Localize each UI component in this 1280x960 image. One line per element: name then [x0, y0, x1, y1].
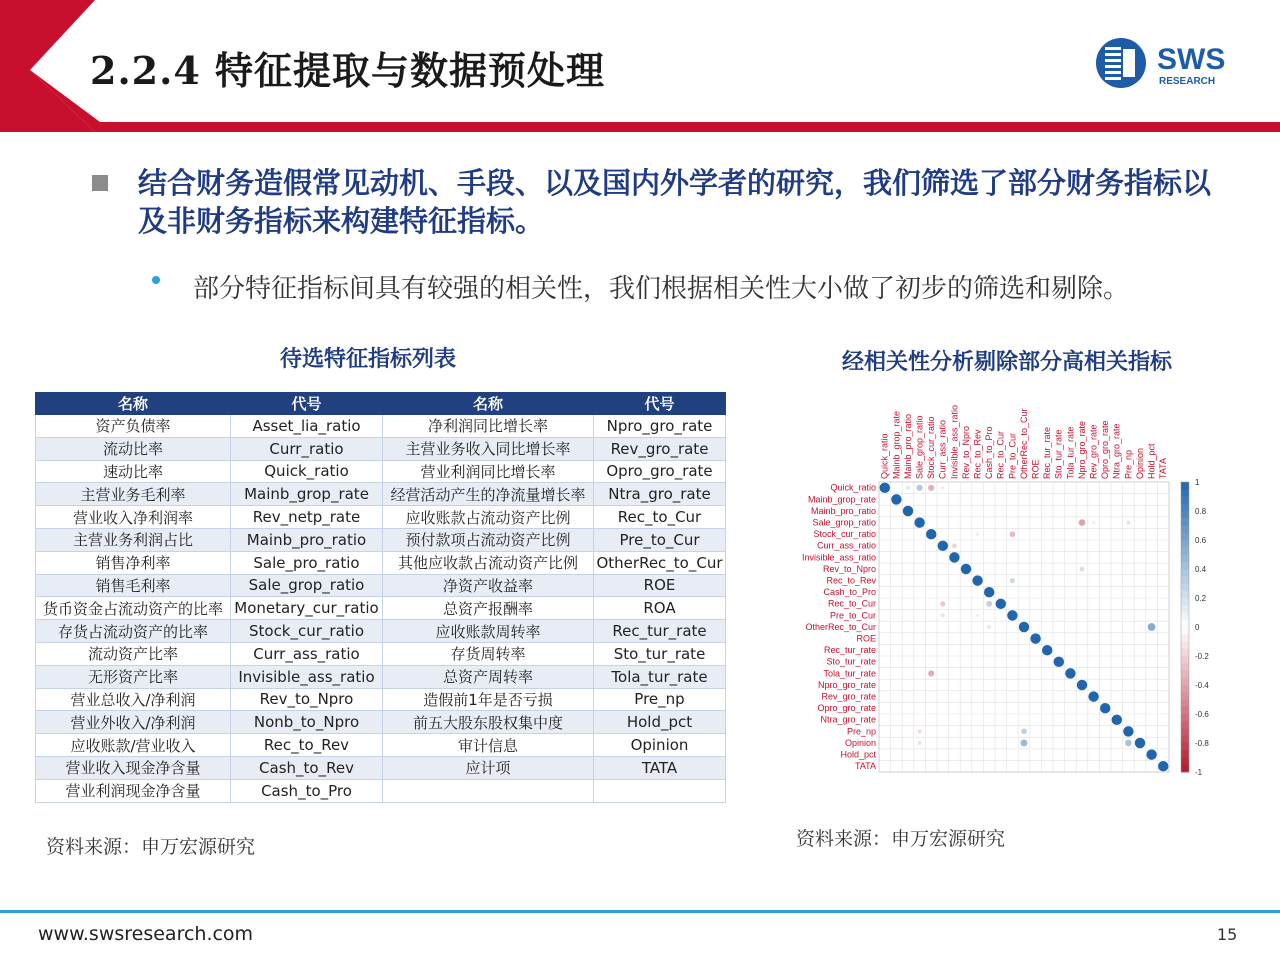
colorbar-segment	[1181, 576, 1189, 584]
column-label: Rev_gro_rate	[1088, 424, 1099, 479]
feature-table	[35, 392, 726, 803]
correlation-point	[1021, 729, 1027, 735]
row-label: Opro_gro_rate	[817, 703, 876, 714]
slide-title: 2.2.4 特征提取与数据预处理	[90, 48, 606, 93]
colorbar-segment	[1181, 598, 1189, 606]
diagonal-point	[1077, 680, 1087, 690]
chart-title: 经相关性分析剔除部分高相关指标	[842, 350, 1173, 375]
diagonal-point	[914, 517, 924, 527]
table-cell: Tola_tur_rate	[594, 665, 726, 688]
table-cell: TATA	[594, 756, 726, 779]
row-label: Pre_np	[846, 726, 876, 737]
diagonal-point	[880, 483, 890, 493]
table-cell: 销售毛利率	[36, 574, 231, 597]
column-label: Rec_tur_rate	[1042, 426, 1053, 479]
correlation-point	[1080, 567, 1085, 572]
colorbar-segment	[1181, 526, 1189, 534]
colorbar-tick-label: 1	[1195, 478, 1200, 487]
row-label: Mainb_grop_rate	[807, 494, 876, 505]
table-row	[36, 642, 726, 665]
table-cell: 营业收入净利润率	[36, 506, 231, 529]
row-label: Mainb_pro_ratio	[810, 505, 876, 516]
table-cell: 营业利润同比增长率	[383, 460, 594, 483]
table-header-cell: 名称	[36, 393, 231, 415]
correlation-point	[906, 486, 910, 490]
colorbar-tick-label: -0.8	[1195, 739, 1209, 748]
correlation-point	[986, 601, 992, 607]
table-cell: Ntra_gro_rate	[594, 483, 726, 506]
table-cell: 应计项	[383, 756, 594, 779]
column-label: Pre_to_Cur	[1007, 432, 1018, 479]
row-label: TATA	[855, 761, 876, 772]
diagonal-point	[1054, 657, 1064, 667]
colorbar-segment	[1181, 721, 1189, 729]
table-cell: 流动比率	[36, 437, 231, 460]
colorbar-segment	[1181, 504, 1189, 512]
table-cell: 销售净利率	[36, 551, 231, 574]
column-label: Mainb_pro_ratio	[902, 413, 913, 479]
table-row	[36, 574, 726, 597]
bullet-dot-icon	[152, 276, 160, 284]
column-label: Mainb_grop_rate	[891, 410, 902, 479]
table-cell: 资产负债率	[36, 415, 231, 438]
correlation-point	[987, 625, 991, 629]
colorbar-segment	[1181, 562, 1189, 570]
row-label: Cash_to_Pro	[823, 587, 876, 598]
table-cell: 经营活动产生的净流量增长率	[383, 483, 594, 506]
table-cell: Pre_to_Cur	[594, 528, 726, 551]
colorbar-segment	[1181, 765, 1189, 773]
table-header-row	[36, 393, 726, 415]
diagonal-point	[984, 587, 994, 597]
table-cell: Opinion	[594, 734, 726, 757]
colorbar-segment	[1181, 642, 1189, 650]
row-label: Npro_gro_rate	[817, 679, 876, 690]
diagonal-point	[903, 506, 913, 516]
table-cell: 营业收入现金净含量	[36, 756, 231, 779]
column-label: Tola_tur_rate	[1065, 426, 1076, 479]
correlation-point	[1125, 740, 1132, 747]
row-label: OtherRec_to_Cur	[805, 621, 876, 632]
diagonal-point	[1123, 726, 1133, 736]
table-header-cell: 名称	[383, 393, 594, 415]
colorbar-segment	[1181, 634, 1189, 642]
row-label: Sto_tur_rate	[826, 656, 876, 667]
diagonal-point	[926, 529, 936, 539]
table-cell: 无形资产比率	[36, 665, 231, 688]
diagonal-point	[949, 552, 959, 562]
correlation-point	[918, 729, 922, 733]
table-cell: 营业利润现金净含量	[36, 779, 231, 802]
table-cell: Rev_gro_rate	[594, 437, 726, 460]
table-cell: Mainb_pro_ratio	[231, 528, 383, 551]
colorbar-tick-label: -0.4	[1195, 681, 1209, 690]
row-label: Rec_to_Rev	[826, 575, 876, 586]
table-cell: Asset_lia_ratio	[231, 415, 383, 438]
row-label: Rev_to_Npro	[822, 563, 876, 574]
colorbar-segment	[1181, 547, 1189, 555]
correlation-point	[928, 670, 934, 676]
table-cell: 其他应收款占流动资产比例	[383, 551, 594, 574]
table-cell: 应收账款周转率	[383, 620, 594, 643]
diagonal-point	[1065, 668, 1075, 678]
table-header-cell: 代号	[594, 393, 726, 415]
sws-logo-icon	[1095, 35, 1255, 91]
table-cell: Hold_pct	[594, 711, 726, 734]
colorbar-tick-label: 0.2	[1195, 594, 1207, 603]
table-cell: Stock_cur_ratio	[231, 620, 383, 643]
colorbar-segment	[1181, 511, 1189, 519]
table-cell: Curr_ratio	[231, 437, 383, 460]
logo-text: SWS	[1157, 43, 1226, 76]
table-cell: 造假前1年是否亏损	[383, 688, 594, 711]
column-label: Pre_np	[1123, 449, 1134, 479]
row-label: Stock_cur_ratio	[813, 529, 876, 540]
table-cell: Rec_to_Rev	[231, 734, 383, 757]
table-row	[36, 483, 726, 506]
column-label: Sto_tur_rate	[1053, 429, 1064, 479]
table-row	[36, 528, 726, 551]
table-cell: 速动比率	[36, 460, 231, 483]
diagonal-point	[891, 494, 901, 504]
column-label: Invisible_ass_ratio	[949, 404, 960, 479]
column-label: Npro_gro_rate	[1076, 420, 1087, 479]
row-label: Hold_pct	[840, 749, 876, 760]
footer-divider	[0, 910, 1280, 913]
diagonal-point	[1042, 645, 1052, 655]
table-cell: ROA	[594, 597, 726, 620]
table-row	[36, 437, 726, 460]
colorbar-segment	[1181, 613, 1189, 621]
table-cell: 总资产周转率	[383, 665, 594, 688]
colorbar-segment	[1181, 489, 1189, 497]
column-label: Opro_gro_rate	[1100, 420, 1111, 479]
correlation-point	[1020, 739, 1027, 746]
diagonal-point	[961, 564, 971, 574]
table-cell: 应收账款/营业收入	[36, 734, 231, 757]
table-cell: ROE	[594, 574, 726, 597]
table-row	[36, 506, 726, 529]
colorbar-segment	[1181, 750, 1189, 758]
table-cell: Rev_netp_rate	[231, 506, 383, 529]
column-label: Hold_pct	[1146, 443, 1157, 479]
diagonal-point	[996, 599, 1006, 609]
colorbar-segment	[1181, 736, 1189, 744]
table-cell: Sale_pro_ratio	[231, 551, 383, 574]
diagonal-point	[1088, 691, 1098, 701]
correlation-point	[976, 614, 979, 617]
colorbar-segment	[1181, 591, 1189, 599]
colorbar-tick-label: 0.6	[1195, 536, 1207, 545]
column-label: Rec_to_Cur	[995, 430, 1006, 479]
table-row	[36, 779, 726, 802]
logo-subtext: RESEARCH	[1159, 76, 1216, 87]
column-label: Cash_to_Pro	[984, 426, 995, 479]
colorbar-segment	[1181, 671, 1189, 679]
row-label: Rev_gro_rate	[821, 691, 876, 702]
table-row	[36, 620, 726, 643]
table-cell: 总资产报酬率	[383, 597, 594, 620]
table-cell: Monetary_cur_ratio	[231, 597, 383, 620]
table-cell: 前五大股东股权集中度	[383, 711, 594, 734]
table-row	[36, 688, 726, 711]
table-cell: Pre_np	[594, 688, 726, 711]
colorbar-segment	[1181, 569, 1189, 577]
correlation-point	[1092, 521, 1095, 524]
column-label: TATA	[1158, 458, 1169, 479]
row-label: Quick_ratio	[830, 482, 876, 493]
table-cell: Quick_ratio	[231, 460, 383, 483]
table-cell: OtherRec_to_Cur	[594, 551, 726, 574]
table-cell: 净资产收益率	[383, 574, 594, 597]
row-label: Sale_grop_ratio	[812, 517, 876, 528]
table-cell: 主营业务利润占比	[36, 528, 231, 551]
colorbar-segment	[1181, 497, 1189, 505]
colorbar-segment	[1181, 627, 1189, 635]
correlation-point	[918, 741, 922, 745]
row-label: Pre_to_Cur	[829, 610, 876, 621]
correlation-heatmap	[785, 400, 1235, 790]
correlation-point	[1148, 623, 1156, 631]
table-cell: Rec_to_Cur	[594, 506, 726, 529]
colorbar-segment	[1181, 620, 1189, 628]
column-label: Rev_to_Npro	[960, 425, 971, 479]
table-cell: Cash_to_Pro	[231, 779, 383, 802]
colorbar-segment	[1181, 743, 1189, 751]
table-row	[36, 665, 726, 688]
table-cell: Sale_grop_ratio	[231, 574, 383, 597]
colorbar-segment	[1181, 584, 1189, 592]
table-cell: 审计信息	[383, 734, 594, 757]
diagonal-point	[1146, 749, 1156, 759]
colorbar-segment	[1181, 678, 1189, 686]
row-label: Rec_to_Cur	[827, 598, 876, 609]
table-cell: Opro_gro_rate	[594, 460, 726, 483]
correlation-point	[941, 486, 944, 489]
sub-bullet-text: 部分特征指标间具有较强的相关性，我们根据相关性大小做了初步的筛选和剔除。	[193, 274, 1130, 304]
table-cell: 营业总收入/净利润	[36, 688, 231, 711]
table-cell: Npro_gro_rate	[594, 415, 726, 438]
table-cell: Cash_to_Rev	[231, 756, 383, 779]
correlation-point	[976, 533, 979, 536]
table-row	[36, 460, 726, 483]
table-row	[36, 711, 726, 734]
colorbar-segment	[1181, 663, 1189, 671]
table-cell: 货币资金占流动资产的比率	[36, 597, 231, 620]
table-cell: Rev_to_Npro	[231, 688, 383, 711]
table-row	[36, 551, 726, 574]
colorbar-tick-label: -1	[1195, 768, 1203, 777]
colorbar-segment	[1181, 729, 1189, 737]
table-cell: Sto_tur_rate	[594, 642, 726, 665]
table-row	[36, 734, 726, 757]
correlation-point	[941, 613, 945, 617]
colorbar-segment	[1181, 555, 1189, 563]
main-bullet-text: 结合财务造假常见动机、手段、以及国内外学者的研究，我们筛选了部分财务指标以及非财务指标来构建特征指标。	[138, 166, 1212, 238]
table-cell: 存货周转率	[383, 642, 594, 665]
column-label: Curr_ass_ratio	[937, 419, 948, 479]
table-cell: 营业外收入/净利润	[36, 711, 231, 734]
colorbar-segment	[1181, 656, 1189, 664]
diagonal-point	[1158, 761, 1168, 771]
row-label: Ntra_gro_rate	[820, 714, 876, 725]
correlation-point	[928, 485, 934, 491]
column-label: Sale_grop_ratio	[914, 415, 925, 479]
table-cell	[594, 779, 726, 802]
column-label: Opinion	[1134, 447, 1145, 479]
diagonal-point	[1019, 622, 1029, 632]
row-label: Curr_ass_ratio	[816, 540, 876, 551]
colorbar-segment	[1181, 692, 1189, 700]
table-title: 待选特征指标列表	[280, 347, 457, 372]
row-label: ROE	[856, 633, 876, 644]
column-label: Quick_ratio	[879, 433, 890, 479]
row-label: Opinion	[844, 737, 876, 748]
column-label: Rec_to_Rev	[972, 429, 983, 479]
row-label: Invisible_ass_ratio	[801, 552, 876, 563]
table-cell: 存货占流动资产的比率	[36, 620, 231, 643]
diagonal-point	[1112, 715, 1122, 725]
correlation-point	[1126, 521, 1130, 525]
table-cell: 预付款项占流动资产比例	[383, 528, 594, 551]
column-label: Stock_cur_ratio	[926, 416, 937, 479]
footer-url: www.swsresearch.com	[38, 923, 254, 945]
table-cell: 流动资产比率	[36, 642, 231, 665]
column-label: OtherRec_to_Cur	[1018, 408, 1029, 479]
table-cell: Rec_tur_rate	[594, 620, 726, 643]
correlation-point	[1079, 519, 1086, 526]
diagonal-point	[972, 575, 982, 585]
colorbar-segment	[1181, 700, 1189, 708]
table-cell: 净利润同比增长率	[383, 415, 594, 438]
colorbar-segment	[1181, 685, 1189, 693]
table-cell: Curr_ass_ratio	[231, 642, 383, 665]
table-cell: 应收账款占流动资产比例	[383, 506, 594, 529]
table-cell: 主营业务毛利率	[36, 483, 231, 506]
colorbar-segment	[1181, 758, 1189, 766]
correlation-point	[1010, 531, 1016, 537]
bullet-square-icon	[92, 175, 108, 191]
colorbar-segment	[1181, 482, 1189, 490]
table-source-note: 资料来源：申万宏源研究	[46, 836, 256, 858]
colorbar-segment	[1181, 533, 1189, 541]
correlation-point	[917, 485, 923, 491]
table-cell: Mainb_grop_rate	[231, 483, 383, 506]
correlation-point	[952, 543, 957, 548]
diagonal-point	[1007, 610, 1017, 620]
column-label: ROE	[1030, 459, 1041, 479]
diagonal-point	[1135, 738, 1145, 748]
colorbar-tick-label: 0	[1195, 623, 1200, 632]
colorbar-tick-label: -0.2	[1195, 652, 1209, 661]
colorbar-segment	[1181, 714, 1189, 722]
colorbar-segment	[1181, 605, 1189, 613]
diagonal-point	[938, 541, 948, 551]
colorbar-tick-label: 0.8	[1195, 507, 1207, 516]
correlation-point	[940, 601, 945, 606]
table-cell: 主营业务收入同比增长率	[383, 437, 594, 460]
colorbar-segment	[1181, 518, 1189, 526]
chart-source-note: 资料来源：申万宏源研究	[796, 828, 1006, 850]
colorbar-segment	[1181, 540, 1189, 548]
row-label: Rec_tur_rate	[823, 645, 876, 656]
row-label: Tola_tur_rate	[823, 668, 876, 679]
table-cell: Nonb_to_Npro	[231, 711, 383, 734]
table-row	[36, 597, 726, 620]
diagonal-point	[1100, 703, 1110, 713]
colorbar-tick-label: -0.6	[1195, 710, 1209, 719]
table-cell	[383, 779, 594, 802]
table-header-cell: 代号	[231, 393, 383, 415]
correlation-point	[1010, 578, 1015, 583]
page-number: 15	[1217, 925, 1238, 944]
column-label: Ntra_gro_rate	[1111, 423, 1122, 479]
colorbar-tick-label: 0.4	[1195, 565, 1207, 574]
table-row	[36, 415, 726, 438]
diagonal-point	[1030, 633, 1040, 643]
colorbar-segment	[1181, 649, 1189, 657]
table-cell: Invisible_ass_ratio	[231, 665, 383, 688]
colorbar-segment	[1181, 707, 1189, 715]
table-row	[36, 756, 726, 779]
